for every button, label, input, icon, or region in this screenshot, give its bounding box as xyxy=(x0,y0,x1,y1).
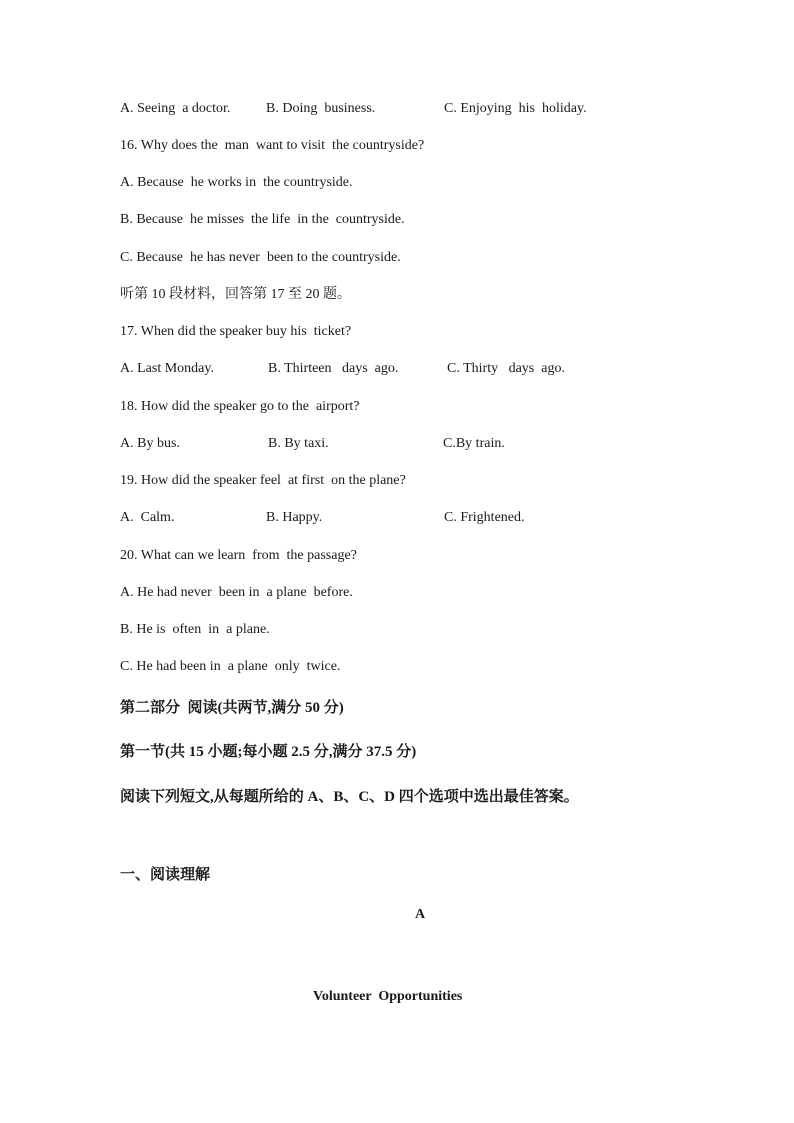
q17-option-b: B. Thirteen days ago. xyxy=(268,361,399,376)
part2-title: 第二部分 阅读(共两节,满分 50 分) xyxy=(120,700,344,716)
q18-option-a: A. By bus. xyxy=(120,436,180,451)
q16-option-b: B. Because he misses the life in the countryside. xyxy=(120,212,405,227)
q17-option-c: C. Thirty days ago. xyxy=(447,361,565,376)
part2-instruction: 阅读下列短文,从每题所给的 A、B、C、D 四个选项中选出最佳答案。 xyxy=(120,789,579,805)
q18-question: 18. How did the speaker go to the airport? xyxy=(120,399,360,414)
passage-title: Volunteer Opportunities xyxy=(313,989,463,1004)
q19-question: 19. How did the speaker feel at first on the plane? xyxy=(120,473,406,488)
q16-question: 16. Why does the man want to visit the countryside? xyxy=(120,138,425,153)
q20-option-c: C. He had been in a plane only twice. xyxy=(120,659,341,674)
passage-letter: A xyxy=(415,907,426,922)
q20-option-b: B. He is often in a plane. xyxy=(120,622,270,637)
q19-option-a: A. Calm. xyxy=(120,510,175,525)
q18-option-c: C.By train. xyxy=(443,436,505,451)
q19-option-c: C. Frightened. xyxy=(444,510,525,525)
q16-option-c: C. Because he has never been to the countryside. xyxy=(120,250,401,265)
q20-question: 20. What can we learn from the passage? xyxy=(120,548,357,563)
q18-option-b: B. By taxi. xyxy=(268,436,329,451)
q19-option-b: B. Happy. xyxy=(266,510,323,525)
q20-option-a: A. He had never been in a plane before. xyxy=(120,585,353,600)
q16-option-a: A. Because he works in the countryside. xyxy=(120,175,353,190)
q15-option-a: A. Seeing a doctor. xyxy=(120,101,231,116)
reading-heading: 一、阅读理解 xyxy=(120,867,211,883)
q15-option-b: B. Doing business. xyxy=(266,101,376,116)
part2-section1: 第一节(共 15 小题;每小题 2.5 分,满分 37.5 分) xyxy=(120,744,417,760)
q17-option-a: A. Last Monday. xyxy=(120,361,214,376)
section10-instruction: 听第 10 段材料，回答第 17 至 20 题。 xyxy=(120,287,351,302)
q15-option-c: C. Enjoying his holiday. xyxy=(444,101,587,116)
q17-question: 17. When did the speaker buy his ticket? xyxy=(120,324,352,339)
